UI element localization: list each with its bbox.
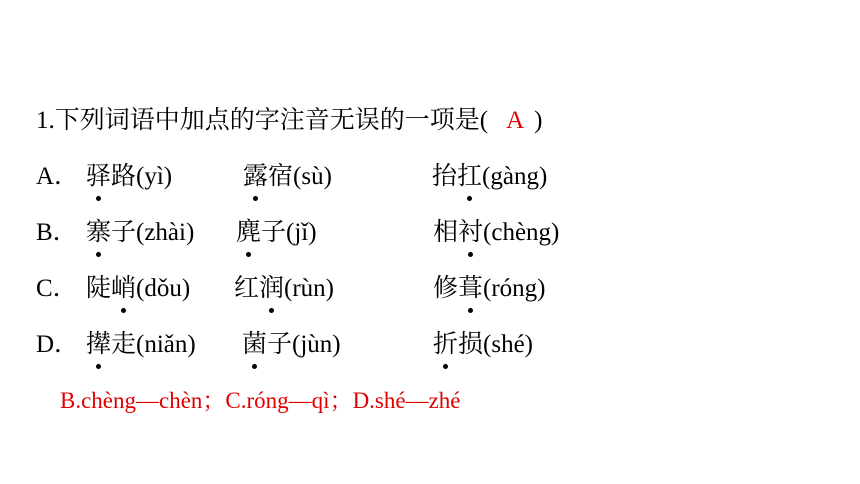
dotted-char: 扛 <box>457 163 483 190</box>
dotted-char: 撵 <box>86 331 112 358</box>
option-label: D． <box>36 331 80 358</box>
option-label: B． <box>36 219 78 246</box>
option-word: 抬扛(gàng) <box>432 163 548 190</box>
option-word: 修葺(róng) <box>433 275 546 302</box>
option-d <box>36 330 836 360</box>
question-close-paren: ) <box>534 107 543 134</box>
dotted-char: 麂 <box>236 219 262 246</box>
answer-letter: A <box>506 107 525 134</box>
dotted-char: 峭 <box>111 275 137 302</box>
option-word: 露宿(sù) <box>243 163 332 190</box>
dotted-char: 葺 <box>458 275 484 302</box>
option-word: 寨子(zhài) <box>86 219 195 246</box>
option-b <box>36 218 836 248</box>
option-word: 撵走(niǎn) <box>86 331 196 358</box>
option-word: 折损(shé) <box>433 331 533 358</box>
dotted-char: 露 <box>243 163 269 190</box>
question-text: 1.下列词语中加点的字注音无误的一项是( <box>36 107 489 134</box>
dotted-char: 菌 <box>242 331 268 358</box>
option-label: C． <box>36 275 78 302</box>
option-a <box>36 162 836 192</box>
option-word: 麂子(jǐ) <box>236 219 317 246</box>
option-word: 菌子(jùn) <box>242 331 341 358</box>
dotted-char: 折 <box>433 331 459 358</box>
question-stem <box>36 106 542 136</box>
option-label: A． <box>36 163 80 190</box>
option-word: 驿路(yì) <box>86 163 173 190</box>
option-word: 陡峭(dǒu) <box>86 275 191 302</box>
dotted-char: 驿 <box>86 163 112 190</box>
dotted-char: 润 <box>259 275 285 302</box>
option-word: 相衬(chèng) <box>433 219 560 246</box>
dotted-char: 衬 <box>458 219 484 246</box>
answer-explanation: B.chèng—chèn；C.róng—qì；D.shé—zhé <box>60 388 461 413</box>
option-c <box>36 274 836 304</box>
option-word: 红润(rùn) <box>234 275 335 302</box>
dotted-char: 寨 <box>86 219 112 246</box>
